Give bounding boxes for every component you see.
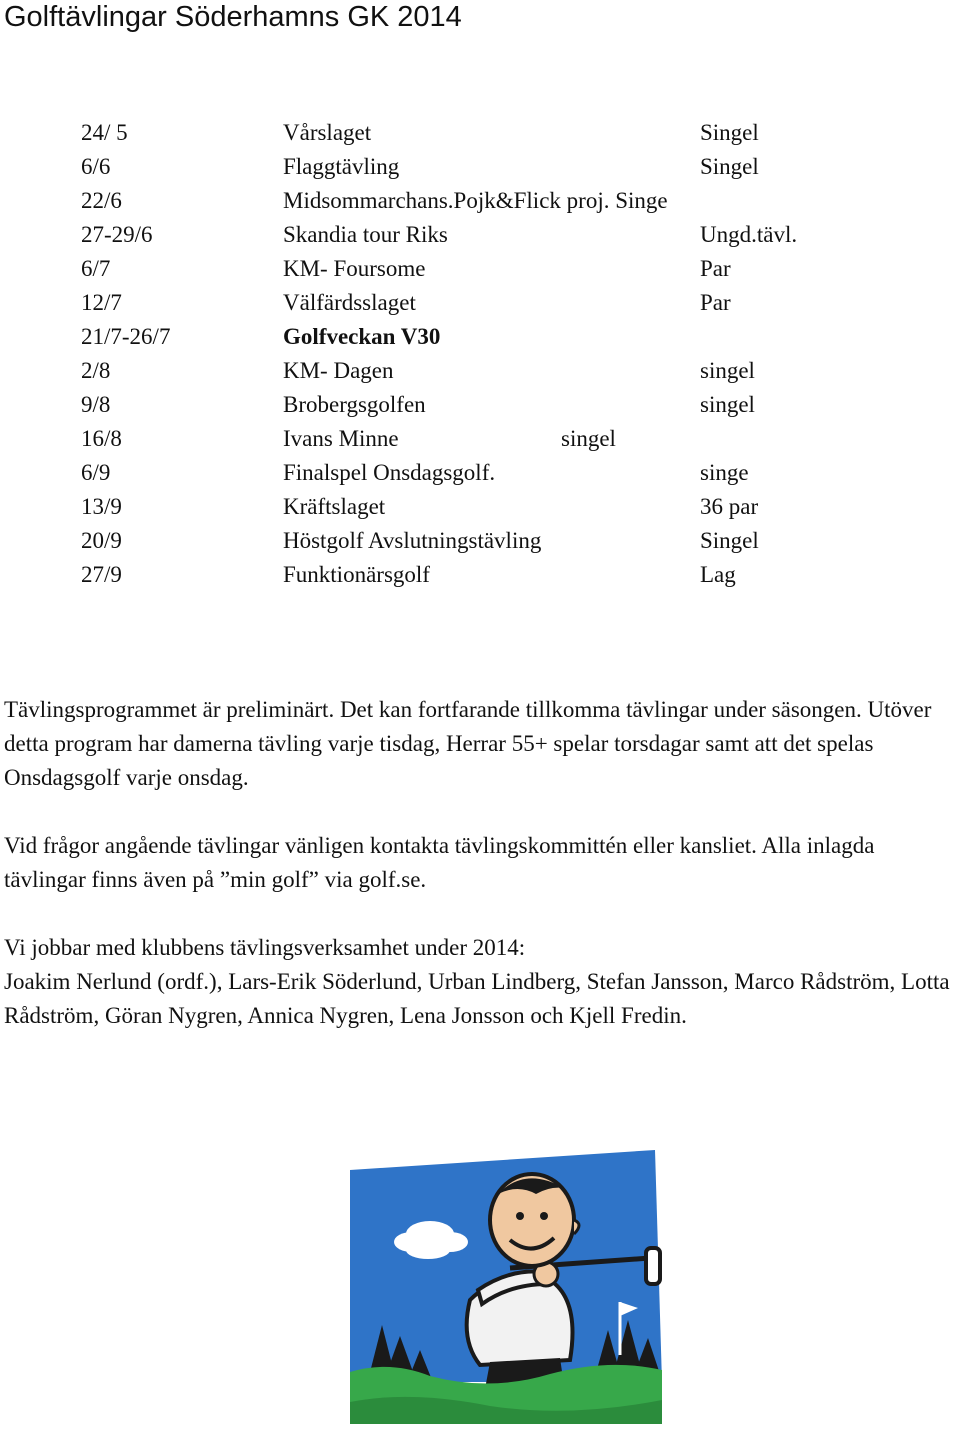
schedule-type: Par bbox=[700, 290, 731, 315]
schedule-event: Höstgolf Avslutningstävling bbox=[283, 528, 542, 553]
schedule-type: Par bbox=[700, 256, 731, 281]
schedule-row bbox=[0, 150, 960, 184]
schedule-type: Singel bbox=[700, 528, 759, 553]
schedule-row bbox=[0, 116, 960, 150]
schedule-type: singe bbox=[700, 460, 749, 485]
schedule-date: 21/7-26/7 bbox=[81, 324, 171, 349]
schedule-row bbox=[0, 524, 960, 558]
schedule-date: 27/9 bbox=[81, 562, 122, 587]
schedule-type: Ungd.tävl. bbox=[700, 222, 798, 247]
schedule-date: 6/9 bbox=[81, 460, 111, 485]
schedule-row bbox=[0, 558, 960, 592]
schedule-event: Skandia tour Riks bbox=[283, 222, 448, 247]
preliminary-note: Tävlingsprogrammet är preliminärt. Det kan fortfarande tillkomma tävlingar under säsongen. Utöver detta program har damerna tävling varje tisdag, Herrar 55+ spelar torsdagar samt att det spelas Onsdagsgolf varje onsdag. bbox=[4, 697, 932, 790]
schedule-event: Kräftslaget bbox=[283, 494, 386, 519]
committee-heading: Vi jobbar med klubbens tävlingsverksamhet under 2014: bbox=[4, 935, 526, 960]
competition-schedule bbox=[0, 116, 960, 592]
schedule-event: Brobergsgolfen bbox=[283, 392, 426, 417]
schedule-type: 36 par bbox=[700, 494, 759, 519]
schedule-row bbox=[0, 422, 960, 456]
schedule-type: singel bbox=[700, 358, 755, 383]
schedule-type: singel bbox=[561, 426, 616, 451]
paragraph-spacer bbox=[4, 795, 956, 829]
schedule-date: 27-29/6 bbox=[81, 222, 153, 247]
schedule-date: 9/8 bbox=[81, 392, 111, 417]
paragraph-spacer bbox=[4, 897, 956, 931]
schedule-date: 24/ 5 bbox=[81, 120, 128, 145]
schedule-date: 6/6 bbox=[81, 154, 111, 179]
schedule-event: Välfärdsslaget bbox=[283, 290, 416, 315]
page-title: Golftävlingar Söderhamns GK 2014 bbox=[4, 1, 462, 33]
contact-note: Vid frågor angående tävlingar vänligen kontakta tävlingskommittén eller kansliet. Alla inlagda tävlingar finns även på ”min golf” via golf.se. bbox=[4, 833, 875, 892]
schedule-date: 20/9 bbox=[81, 528, 122, 553]
schedule-date: 22/6 bbox=[81, 188, 122, 213]
schedule-event: Funktionärsgolf bbox=[283, 562, 430, 587]
schedule-date: 2/8 bbox=[81, 358, 111, 383]
eye bbox=[540, 1212, 548, 1220]
schedule-event: Finalspel Onsdagsgolf. bbox=[283, 460, 496, 485]
schedule-event: Midsommarchans.Pojk&Flick proj. Singe bbox=[283, 188, 668, 213]
schedule-row bbox=[0, 456, 960, 490]
committee-members: Joakim Nerlund (ordf.), Lars-Erik Söderlund, Urban Lindberg, Stefan Jansson, Marco Rådström, Lotta Rådström, Göran Nygren, Annica Nygren, Lena Jonsson och Kjell Fredin. bbox=[4, 969, 950, 1028]
schedule-date: 6/7 bbox=[81, 256, 111, 281]
schedule-type: singel bbox=[700, 392, 755, 417]
schedule-date: 12/7 bbox=[81, 290, 122, 315]
schedule-event: Golfveckan V30 bbox=[283, 324, 441, 349]
schedule-row bbox=[0, 490, 960, 524]
schedule-event: Flaggtävling bbox=[283, 154, 400, 179]
schedule-type: Singel bbox=[700, 154, 759, 179]
schedule-event: Vårslaget bbox=[283, 120, 372, 145]
schedule-row bbox=[0, 388, 960, 422]
schedule-row bbox=[0, 354, 960, 388]
schedule-event: KM- Dagen bbox=[283, 358, 394, 383]
schedule-event: KM- Foursome bbox=[283, 256, 426, 281]
eye bbox=[516, 1212, 524, 1220]
schedule-type: Singel bbox=[700, 120, 759, 145]
schedule-row bbox=[0, 184, 960, 218]
schedule-row bbox=[0, 320, 960, 354]
schedule-date: 13/9 bbox=[81, 494, 122, 519]
schedule-row bbox=[0, 286, 960, 320]
golfer-cartoon-icon bbox=[350, 1150, 670, 1424]
schedule-row bbox=[0, 218, 960, 252]
schedule-type: Lag bbox=[700, 562, 736, 587]
schedule-date: 16/8 bbox=[81, 426, 122, 451]
notes-section bbox=[4, 693, 956, 1033]
schedule-event: Ivans Minne bbox=[283, 426, 399, 451]
golfer-illustration bbox=[350, 1150, 670, 1424]
schedule-row bbox=[0, 252, 960, 286]
